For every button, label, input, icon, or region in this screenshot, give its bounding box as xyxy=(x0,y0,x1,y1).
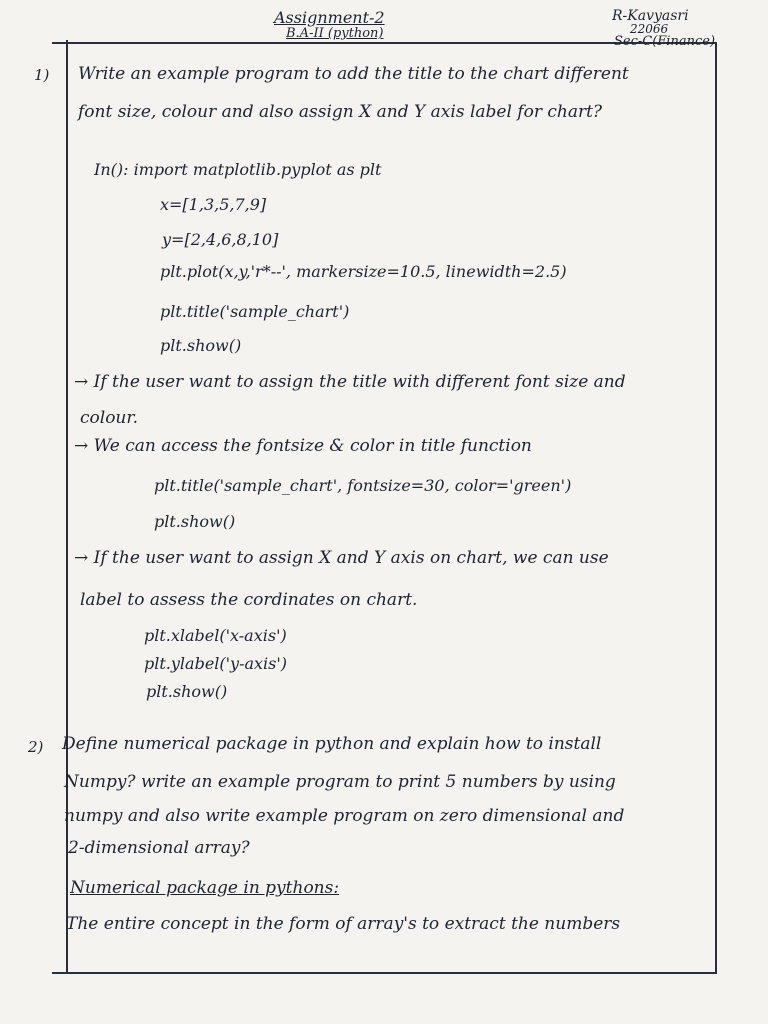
code-line-show-3: plt.show() xyxy=(146,682,228,701)
answer-line-1: The entire concept in the form of array's to extract the numbers xyxy=(66,914,621,934)
question-2-line-2: Numpy? write an example program to print 5 numbers by using xyxy=(64,772,616,792)
question-1-line-2: font size, colour and also assign X and Y axis label for chart? xyxy=(78,102,603,122)
page-border-right xyxy=(715,42,717,974)
code-line-title: plt.title('sample_chart') xyxy=(160,302,350,321)
code-line-title-styled: plt.title('sample_chart', fontsize=30, color='green') xyxy=(154,476,572,495)
code-line-xlabel: plt.xlabel('x-axis') xyxy=(144,626,287,645)
note-3-line-1: → If the user want to assign X and Y axis on chart, we can use xyxy=(74,548,609,568)
note-1-line-2: colour. xyxy=(80,408,139,428)
page-title: Assignment-2 xyxy=(274,8,385,27)
code-line-plot: plt.plot(x,y,'r*--', markersize=10.5, linewidth=2.5) xyxy=(160,262,567,281)
code-line-show-2: plt.show() xyxy=(154,512,236,531)
note-1-line-1: → If the user want to assign the title with different font size and xyxy=(74,372,626,392)
question-1-number: 1) xyxy=(34,66,50,84)
question-2-line-4: 2-dimensional array? xyxy=(68,838,250,858)
code-line-show-1: plt.show() xyxy=(160,336,242,355)
question-2-number: 2) xyxy=(28,738,44,756)
code-line-ylabel: plt.ylabel('y-axis') xyxy=(144,654,288,673)
margin-line xyxy=(66,40,68,972)
question-2-line-3: numpy and also write example program on zero dimensional and xyxy=(64,806,625,826)
student-name: R-Kavyasri xyxy=(612,8,689,24)
page-subtitle: B.A-II (python) xyxy=(286,26,384,41)
code-line-import: In(): import matplotlib.pyplot as plt xyxy=(94,160,382,179)
answer-heading: Numerical package in pythons: xyxy=(70,878,340,898)
student-section: Sec-C(Finance) xyxy=(614,34,716,49)
page-border-bottom xyxy=(52,972,717,974)
note-3-line-2: label to assess the cordinates on chart. xyxy=(80,590,418,610)
question-2-line-1: Define numerical package in python and explain how to install xyxy=(62,734,602,754)
question-1-line-1: Write an example program to add the title to the chart different xyxy=(78,64,629,84)
note-2: → We can access the fontsize & color in title function xyxy=(74,436,532,456)
student-roll: 22066 xyxy=(630,22,669,36)
code-line-y: y=[2,4,6,8,10] xyxy=(162,230,279,249)
code-line-x: x=[1,3,5,7,9] xyxy=(160,195,267,214)
